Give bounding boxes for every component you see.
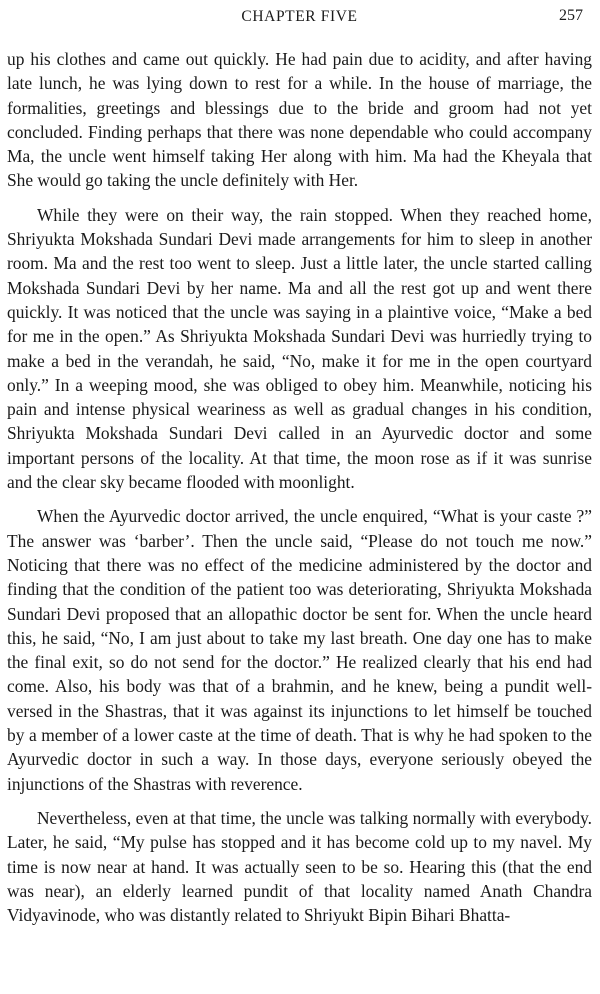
paragraph-4: Nevertheless, even at that time, the uncle was talking normally with everybody. Later, he said, “My pulse has stopped and it has become cold up to my navel. My time is now near at hand. It was actually seen to be so. Hearing this (that the end was near), an elderly learned pundit of that locality named Anath Chandra Vidyavinode, who was distantly related to Shriyukt Bipin Bihari Bhatta- <box>7 807 592 926</box>
chapter-title: CHAPTER FIVE <box>241 8 358 25</box>
paragraph-3: When the Ayurvedic doctor arrived, the uncle enquired, “What is your caste ?” The answer was ‘barber’. Then the uncle said, “Please do not touch me now.” Noticing that there was no effect of the medicine administered by the doctor and finding that the condition of the patient too was deteriorating, Shriyukta Mokshada Sundari Devi proposed that an allopathic doctor be sent for. When the uncle heard this, he said, “No, I am just about to take my last breath. One day one has to make the final exit, so do not send for the doctor.” He realized clearly that his end had come. Also, his body was that of a brahmin, and he knew, being a pundit well-versed in the Shastras, that it was against its injunctions to let himself be touched by a member of a lower caste at the time of death. That is why he had spoken to the Ayurvedic doctor in such a way. In those days, everyone seriously obeyed the injunctions of the Shastras with reverence. <box>7 506 592 794</box>
paragraph-1: up his clothes and came out quickly. He had pain due to acidity, and after having late lunch, he was lying down to rest for a while. In the house of marriage, the formalities, greetings and blessings due to the bride and groom had not yet concluded. Finding perhaps that there was none dependable who could accompany Ma, the uncle went himself taking Her along with him. Ma had the Kheyala that She would go taking the uncle definitely with Her. <box>7 49 592 191</box>
running-header <box>7 0 592 34</box>
page-number: 257 <box>559 7 583 24</box>
paragraph-2: While they were on their way, the rain stopped. When they reached home, Shriyukta Mokshada Sundari Devi made arrangements for him to sleep in another room. Ma and the rest too went to sleep. Just a little later, the uncle started calling Mokshada Sundari Devi by her name. Ma and all the rest got up and went there quickly. It was noticed that the uncle was saying in a plaintive voice, “Make a bed for me in the open.” As Shriyukta Mokshada Sundari Devi was hurriedly trying to make a bed in the verandah, he said, “No, make it for me in the open courtyard only.” In a weeping mood, she was obliged to obey him. Meanwhile, noticing his pain and intense physical weariness as well as gradual changes in his condition, Shriyukta Mokshada Sundari Devi called in an Ayurvedic doctor and some important persons of the locality. At that time, the moon rose as if it was sunrise and the clear sky became flooded with moonlight. <box>7 204 592 493</box>
body-text <box>7 47 592 927</box>
